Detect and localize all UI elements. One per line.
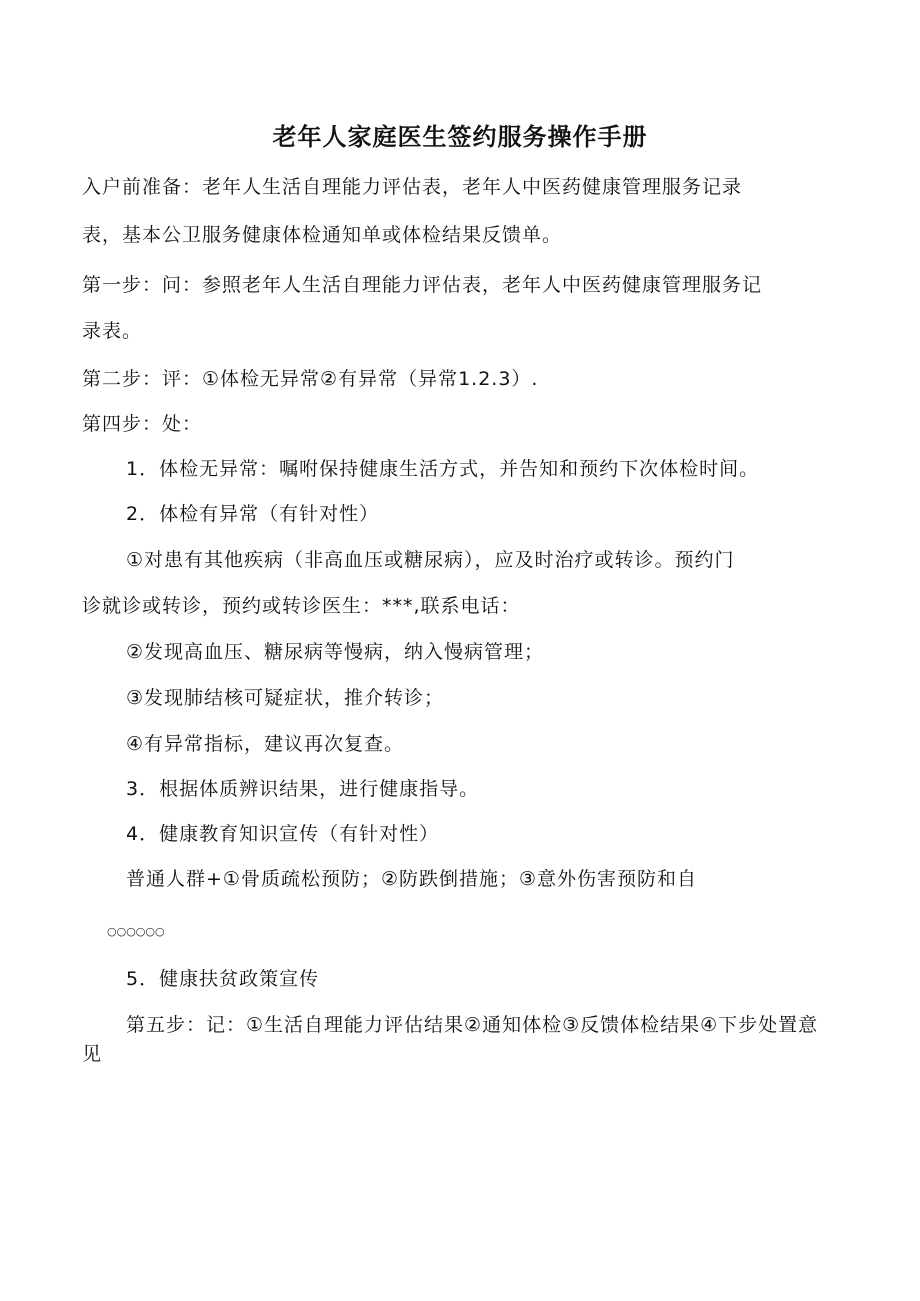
step-five-line-2: 见: [82, 1043, 103, 1065]
item-2-sub-3-line: ③发现肺结核可疑症状，推介转诊；: [126, 687, 445, 709]
step-two-line: 第二步：评：①体检无异常②有异常（异常1.2.3）.: [82, 368, 539, 390]
prep-line-1: 入户前准备：老年人生活自理能力评估表，老年人中医药健康管理服务记录: [82, 176, 743, 198]
step-one-line-1: 第一步：问：参照老年人生活自理能力评估表，老年人中医药健康管理服务记: [82, 274, 763, 296]
prep-line-2: 表，基本公卫服务健康体检通知单或体检结果反馈单。: [82, 224, 563, 246]
item-2-sub-2-line: ②发现高血压、糖尿病等慢病，纳入慢病管理；: [126, 641, 545, 663]
item-2-sub-1-line-2: 诊就诊或转诊，预约或转诊医生：***,联系电话：: [82, 595, 521, 617]
item-3-line: 3．根据体质辨识结果，进行健康指导。: [126, 778, 480, 800]
document-title: 老年人家庭医生签约服务操作手册: [272, 123, 648, 151]
placeholder-circles: ○○○○○○: [107, 925, 165, 938]
step-five-line-1: 第五步：记：①生活自理能力评估结果②通知体检③反馈体检结果④下步处置意: [126, 1014, 819, 1036]
item-1-line: 1．体检无异常：嘱咐保持健康生活方式，并告知和预约下次体检时间。: [126, 458, 760, 480]
step-four-line: 第四步：处：: [82, 413, 203, 435]
item-2-sub-1-line-1: ①对患有其他疾病（非高血压或糖尿病），应及时治疗或转诊。预约门: [126, 549, 735, 571]
item-4-line: 4．健康教育知识宣传（有针对性）: [126, 823, 440, 845]
step-one-line-2: 录表。: [82, 320, 143, 342]
item-2-line: 2．体检有异常（有针对性）: [126, 503, 380, 525]
item-2-sub-4-line: ④有异常指标，建议再次复查。: [126, 733, 405, 755]
item-4-detail-line: 普通人群+①骨质疏松预防；②防跌倒措施；③意外伤害预防和自: [126, 868, 698, 890]
item-5-line: 5．健康扶贫政策宣传: [126, 968, 320, 990]
